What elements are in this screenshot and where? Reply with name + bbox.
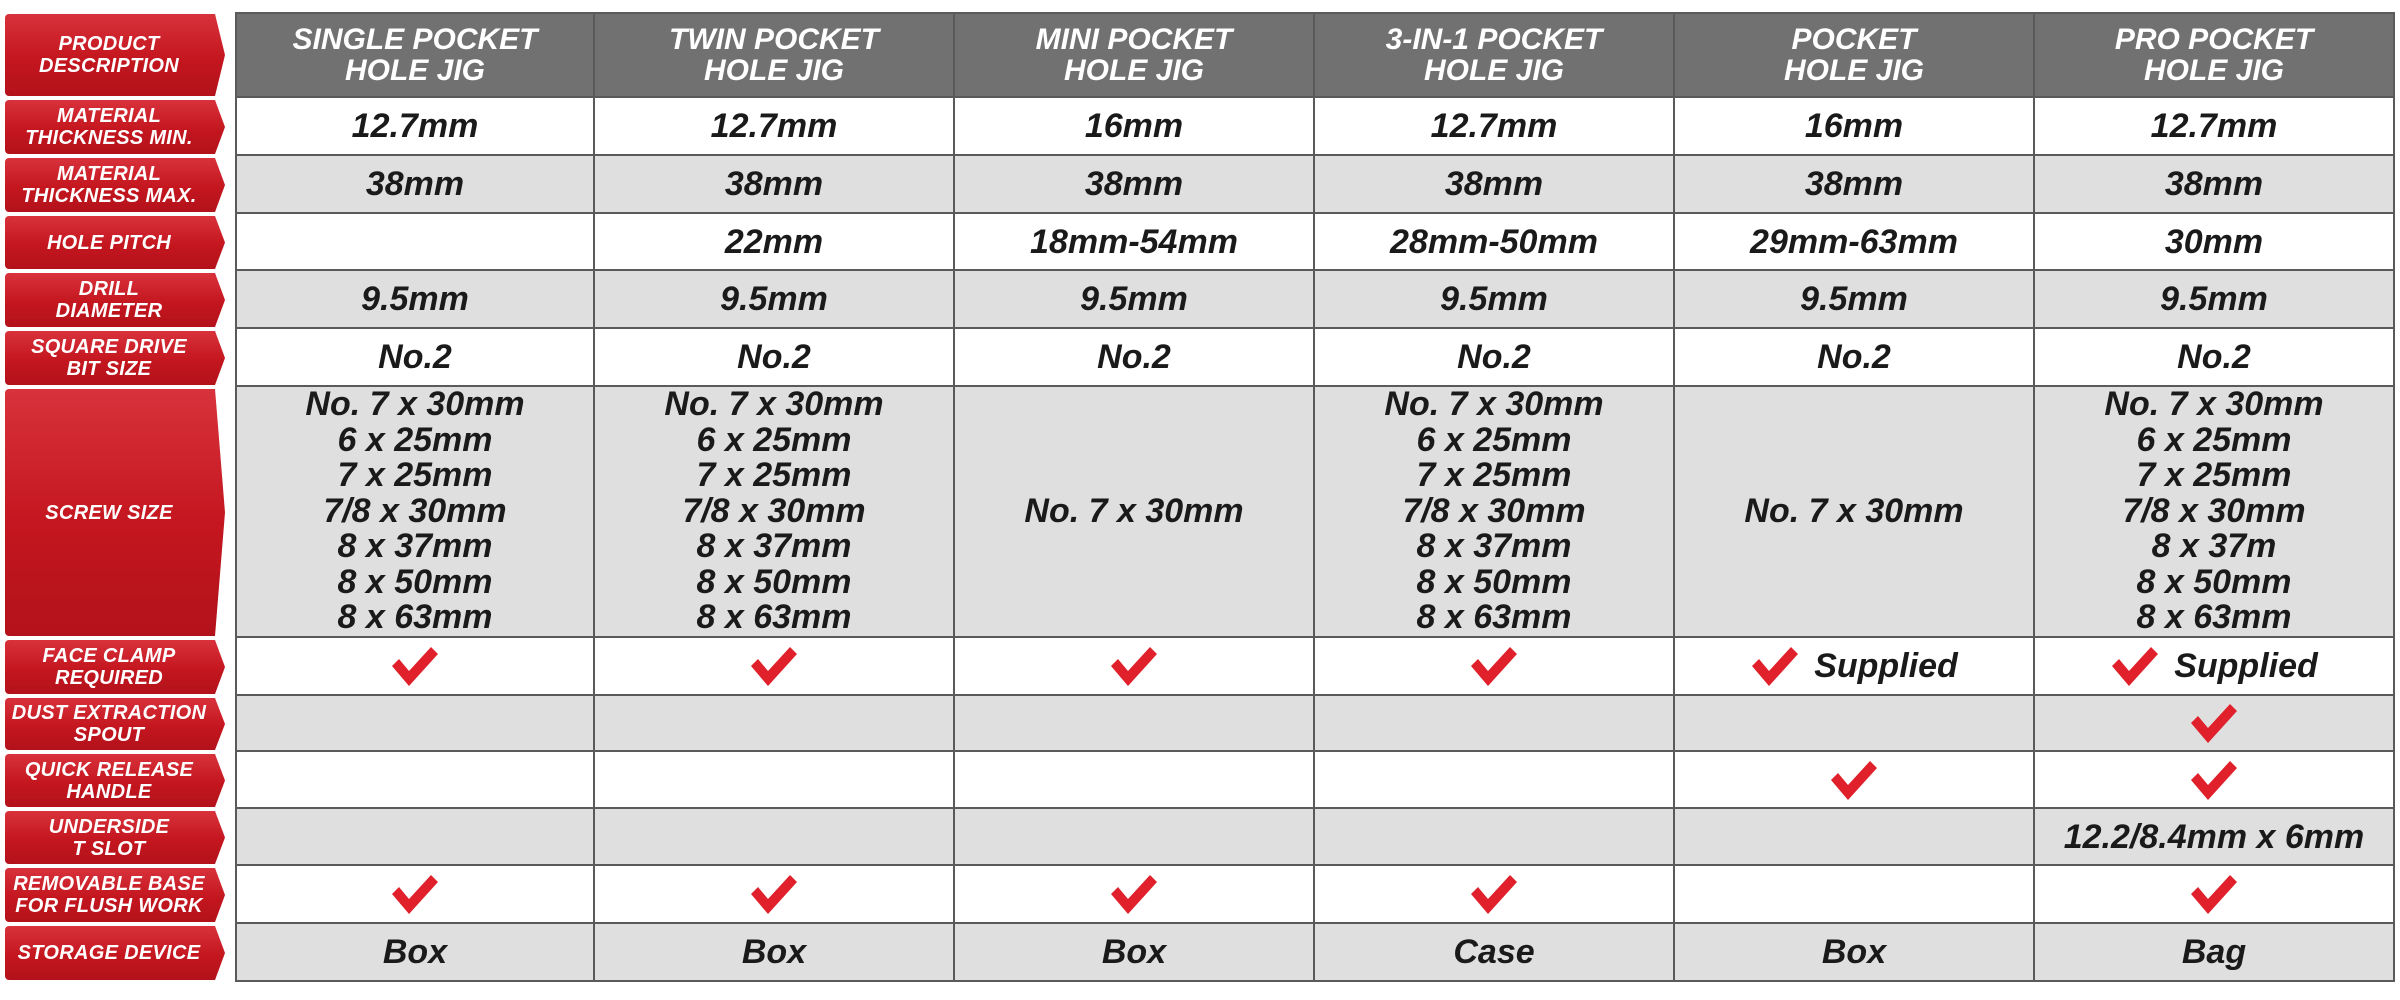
screw-size-item: 8 x 63mm: [696, 598, 852, 637]
cell-dust-extraction-spout: [955, 696, 1315, 752]
screw-size-item: 8 x 50mm: [696, 562, 852, 601]
screw-size-item: No. 7 x 30mm: [1024, 491, 1244, 530]
cell-face-clamp-required: [1315, 638, 1675, 696]
cell-storage-device: Box: [1675, 924, 2035, 982]
screw-size-item: 8 x 50mm: [337, 562, 493, 601]
screw-size-item: No. 7 x 30mm: [305, 385, 525, 424]
cell-quick-release-handle: [1675, 752, 2035, 809]
checkmark-icon: [1469, 872, 1519, 916]
row-label-text: MATERIAL THICKNESS MIN.: [25, 105, 193, 149]
screw-size-item: 7 x 25mm: [2136, 456, 2292, 495]
checkmark-icon: [1469, 644, 1519, 688]
screw-size-item: 6 x 25mm: [2136, 420, 2292, 459]
cell-drill-diameter: 9.5mm: [1315, 271, 1675, 329]
checkmark-icon: [1109, 872, 1159, 916]
screw-size-item: 8 x 37m: [2151, 527, 2277, 566]
supplied-text: Supplied: [2174, 647, 2318, 685]
cell-hole-pitch: 22mm: [595, 214, 955, 271]
cell-face-clamp-required: [595, 638, 955, 696]
row-label-text: SCREW SIZE: [45, 501, 173, 524]
screw-size-item: 8 x 50mm: [1416, 562, 1572, 601]
row-label-text: STORAGE DEVICE: [17, 942, 201, 964]
screw-size-item: 6 x 25mm: [337, 420, 493, 459]
row-label-text: FACE CLAMP REQUIRED: [42, 645, 176, 689]
screw-size-item: No. 7 x 30mm: [664, 385, 884, 424]
screw-size-list: [1384, 387, 1603, 636]
screw-size-item: 7 x 25mm: [1416, 456, 1572, 495]
cell-drill-diameter: 9.5mm: [595, 271, 955, 329]
cell-dust-extraction-spout: [1675, 696, 2035, 752]
face-clamp-indicator: [1750, 644, 1958, 688]
row-label-text: REMOVABLE BASE FOR FLUSH WORK: [13, 873, 205, 917]
cell-underside-t-slot: [1315, 809, 1675, 866]
cell-storage-device: Case: [1315, 924, 1675, 982]
cell-underside-t-slot: [1675, 809, 2035, 866]
cell-square-drive-bit-size: No.2: [595, 329, 955, 387]
row-label-text: SQUARE DRIVE BIT SIZE: [31, 336, 187, 380]
cell-material-thickness-max: 38mm: [955, 156, 1315, 214]
cell-quick-release-handle: [235, 752, 595, 809]
cell-material-thickness-max: 38mm: [235, 156, 595, 214]
cell-dust-extraction-spout: [1315, 696, 1675, 752]
cell-hole-pitch: 18mm-54mm: [955, 214, 1315, 271]
comparison-table: [5, 12, 2395, 982]
row-label-quick-release-handle: [5, 754, 225, 807]
cell-material-thickness-min: 12.7mm: [2035, 98, 2395, 156]
screw-size-item: 7/8 x 30mm: [1402, 491, 1586, 530]
cell-hole-pitch: 30mm: [2035, 214, 2395, 271]
cell-storage-device: Box: [235, 924, 595, 982]
cell-material-thickness-max: 38mm: [1675, 156, 2035, 214]
cell-face-clamp-required: [955, 638, 1315, 696]
row-label-text: HOLE PITCH: [46, 231, 172, 254]
row-label-drill-diameter: [5, 273, 225, 327]
row-label-underside-t-slot: [5, 811, 225, 864]
cell-material-thickness-min: 12.7mm: [595, 98, 955, 156]
checkmark-icon: [2189, 872, 2239, 916]
cell-underside-t-slot: 12.2/8.4mm x 6mm: [2035, 809, 2395, 866]
cell-material-thickness-max: 38mm: [1315, 156, 1675, 214]
cell-material-thickness-min: 16mm: [955, 98, 1315, 156]
cell-material-thickness-min: 12.7mm: [1315, 98, 1675, 156]
cell-removable-base: [1675, 866, 2035, 924]
cell-dust-extraction-spout: [235, 696, 595, 752]
checkmark-icon: [1750, 644, 1800, 688]
cell-screw-size: [1315, 387, 1675, 638]
row-label-face-clamp-required: [5, 640, 225, 694]
checkmark-icon: [2189, 701, 2239, 745]
row-label-storage-device: [5, 926, 225, 980]
product-header: MINI POCKET HOLE JIG: [955, 12, 1315, 98]
cell-storage-device: Box: [595, 924, 955, 982]
product-header: TWIN POCKET HOLE JIG: [595, 12, 955, 98]
screw-size-list: [305, 387, 524, 636]
screw-size-item: 8 x 63mm: [1416, 598, 1572, 637]
checkmark-icon: [1109, 644, 1159, 688]
cell-hole-pitch: 28mm-50mm: [1315, 214, 1675, 271]
cell-hole-pitch: [235, 214, 595, 271]
screw-size-item: 8 x 63mm: [337, 598, 493, 637]
row-label-dust-extraction-spout: [5, 698, 225, 750]
screw-size-item: 8 x 63mm: [2136, 598, 2292, 637]
cell-storage-device: Bag: [2035, 924, 2395, 982]
screw-size-item: 7/8 x 30mm: [323, 491, 507, 530]
face-clamp-indicator: [1469, 644, 1519, 688]
cell-face-clamp-required: [235, 638, 595, 696]
cell-storage-device: Box: [955, 924, 1315, 982]
cell-underside-t-slot: [955, 809, 1315, 866]
screw-size-item: 6 x 25mm: [1416, 420, 1572, 459]
cell-quick-release-handle: [1315, 752, 1675, 809]
checkmark-icon: [749, 644, 799, 688]
cell-underside-t-slot: [595, 809, 955, 866]
cell-removable-base: [595, 866, 955, 924]
screw-size-list: [664, 387, 883, 636]
cell-square-drive-bit-size: No.2: [955, 329, 1315, 387]
cell-removable-base: [955, 866, 1315, 924]
cell-material-thickness-max: 38mm: [2035, 156, 2395, 214]
cell-quick-release-handle: [2035, 752, 2395, 809]
row-label-hole-pitch: [5, 216, 225, 269]
checkmark-icon: [390, 872, 440, 916]
face-clamp-indicator: [749, 644, 799, 688]
row-label-header: [5, 14, 225, 96]
checkmark-icon: [2189, 758, 2239, 802]
cell-screw-size: [595, 387, 955, 638]
row-label-text: MATERIAL THICKNESS MAX.: [21, 163, 197, 207]
row-label-text: QUICK RELEASE HANDLE: [24, 758, 194, 803]
row-label-text: DUST EXTRACTION SPOUT: [11, 702, 207, 746]
face-clamp-indicator: [390, 644, 440, 688]
cell-screw-size: [2035, 387, 2395, 638]
row-label-square-drive-bit-size: [5, 331, 225, 385]
cell-square-drive-bit-size: No.2: [235, 329, 595, 387]
screw-size-item: 8 x 37mm: [1416, 527, 1572, 566]
screw-size-item: No. 7 x 30mm: [2104, 385, 2324, 424]
row-label-text: UNDERSIDE T SLOT: [48, 815, 170, 860]
product-header: POCKET HOLE JIG: [1675, 12, 2035, 98]
cell-square-drive-bit-size: No.2: [1315, 329, 1675, 387]
cell-dust-extraction-spout: [595, 696, 955, 752]
cell-material-thickness-min: 16mm: [1675, 98, 2035, 156]
row-label-text: DRILL DIAMETER: [55, 278, 163, 322]
cell-square-drive-bit-size: No.2: [2035, 329, 2395, 387]
screw-size-list: [2104, 387, 2323, 636]
cell-removable-base: [235, 866, 595, 924]
checkmark-icon: [1829, 758, 1879, 802]
screw-size-item: No. 7 x 30mm: [1744, 491, 1964, 530]
cell-screw-size: [235, 387, 595, 638]
screw-size-item: No. 7 x 30mm: [1384, 385, 1604, 424]
cell-material-thickness-min: 12.7mm: [235, 98, 595, 156]
screw-size-item: 8 x 37mm: [337, 527, 493, 566]
cell-removable-base: [1315, 866, 1675, 924]
screw-size-item: 7 x 25mm: [696, 456, 852, 495]
cell-square-drive-bit-size: No.2: [1675, 329, 2035, 387]
row-label-material-thickness-min: [5, 100, 225, 154]
supplied-text: Supplied: [1814, 647, 1958, 685]
row-label-screw-size: [5, 389, 225, 636]
face-clamp-indicator: [2110, 644, 2318, 688]
cell-drill-diameter: 9.5mm: [2035, 271, 2395, 329]
cell-drill-diameter: 9.5mm: [1675, 271, 2035, 329]
cell-quick-release-handle: [955, 752, 1315, 809]
cell-face-clamp-required: [2035, 638, 2395, 696]
row-label-text: PRODUCT DESCRIPTION: [39, 33, 179, 77]
checkmark-icon: [2110, 644, 2160, 688]
screw-size-item: 7/8 x 30mm: [2122, 491, 2306, 530]
screw-size-item: 6 x 25mm: [696, 420, 852, 459]
cell-underside-t-slot: [235, 809, 595, 866]
screw-size-list: [1024, 491, 1244, 530]
checkmark-icon: [390, 644, 440, 688]
cell-quick-release-handle: [595, 752, 955, 809]
cell-drill-diameter: 9.5mm: [235, 271, 595, 329]
cell-drill-diameter: 9.5mm: [955, 271, 1315, 329]
screw-size-item: 7/8 x 30mm: [682, 491, 866, 530]
cell-dust-extraction-spout: [2035, 696, 2395, 752]
row-label-removable-base: [5, 868, 225, 922]
cell-face-clamp-required: [1675, 638, 2035, 696]
product-header: SINGLE POCKET HOLE JIG: [235, 12, 595, 98]
product-header: PRO POCKET HOLE JIG: [2035, 12, 2395, 98]
screw-size-item: 7 x 25mm: [337, 456, 493, 495]
screw-size-item: 8 x 50mm: [2136, 562, 2292, 601]
cell-hole-pitch: 29mm-63mm: [1675, 214, 2035, 271]
cell-screw-size: [955, 387, 1315, 638]
cell-screw-size: [1675, 387, 2035, 638]
cell-material-thickness-max: 38mm: [595, 156, 955, 214]
product-header: 3-IN-1 POCKET HOLE JIG: [1315, 12, 1675, 98]
face-clamp-indicator: [1109, 644, 1159, 688]
checkmark-icon: [749, 872, 799, 916]
cell-removable-base: [2035, 866, 2395, 924]
screw-size-item: 8 x 37mm: [696, 527, 852, 566]
row-label-material-thickness-max: [5, 158, 225, 212]
screw-size-list: [1744, 491, 1964, 530]
